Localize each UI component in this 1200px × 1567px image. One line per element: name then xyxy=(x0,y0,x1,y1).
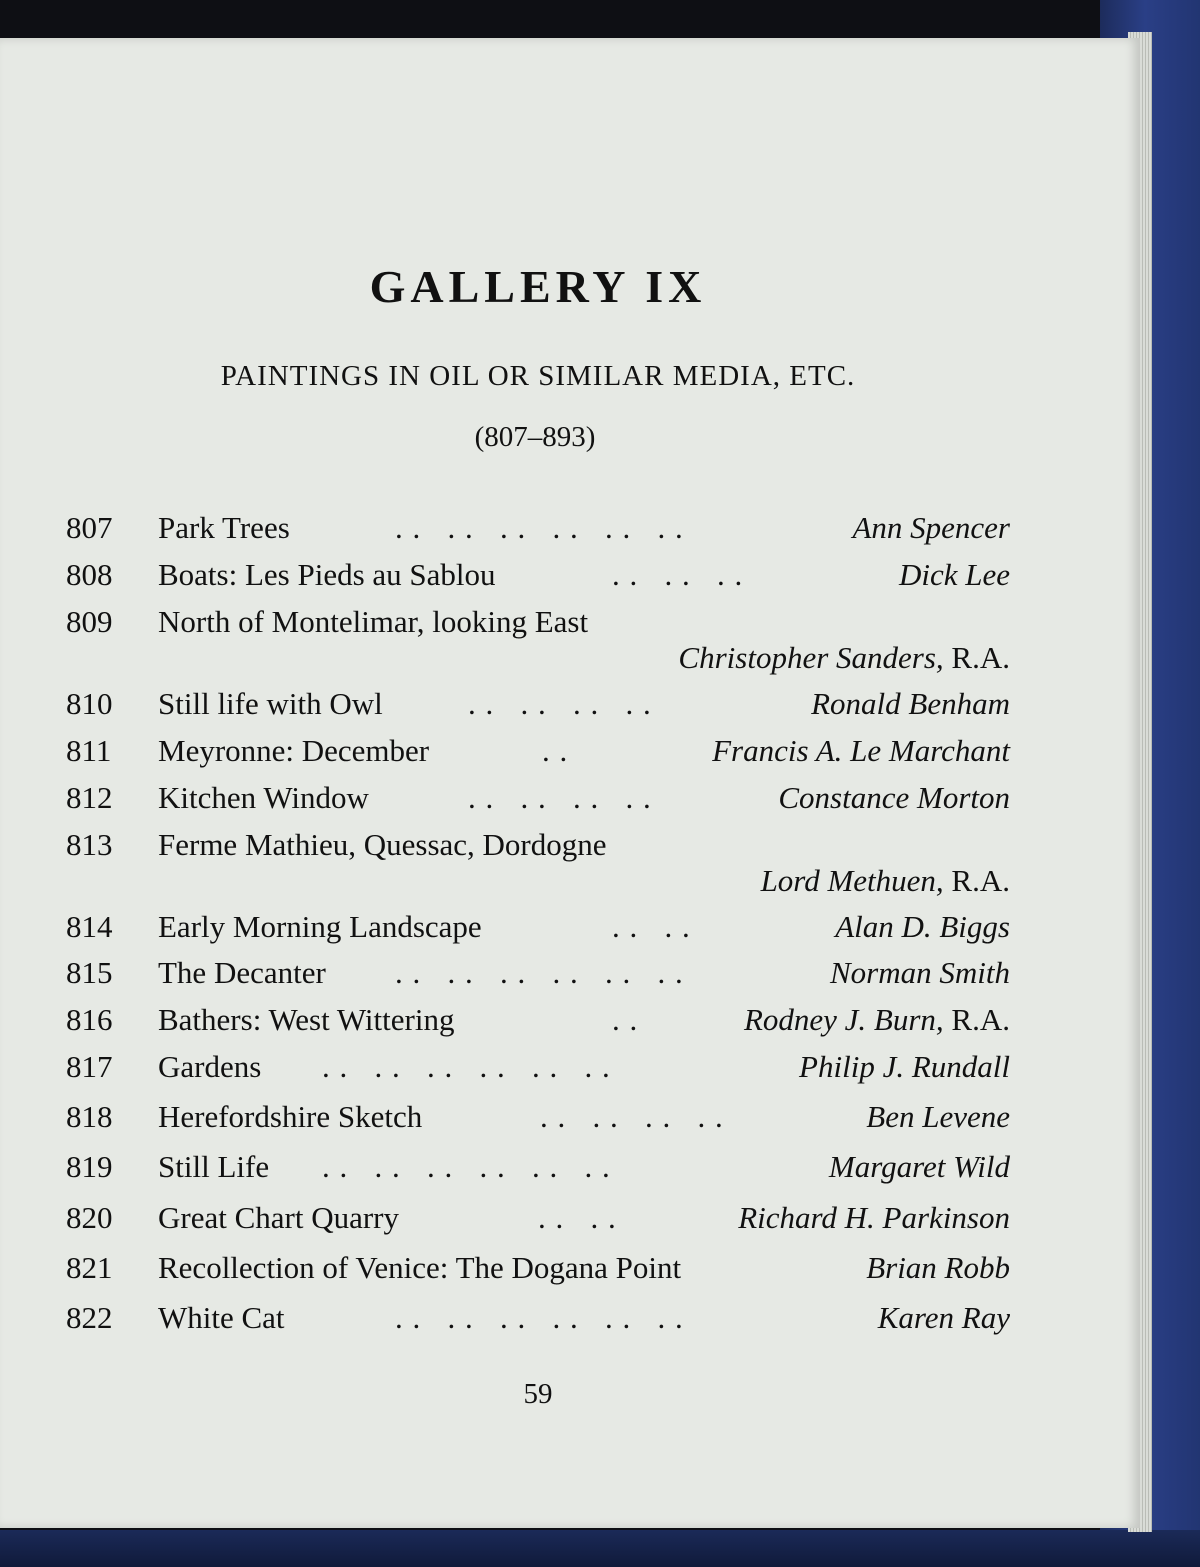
entry-artist: Alan D. Biggs xyxy=(835,909,1010,944)
entry-title: Early Morning Landscape xyxy=(158,909,482,944)
dot-leader: . . . . xyxy=(612,909,691,944)
entry-number: 816 xyxy=(66,1002,113,1037)
gallery-title: GALLERY IX xyxy=(369,261,707,312)
entry-title: Herefordshire Sketch xyxy=(158,1099,423,1134)
dot-leader: . . . . . . . . xyxy=(540,1099,724,1134)
dot-leader: . . . . . . . . . . . . xyxy=(395,955,684,990)
entry-artist: Francis A. Le Marchant xyxy=(712,733,1010,768)
entry-artist: Richard H. Parkinson xyxy=(738,1200,1010,1235)
entry-title: Still life with Owl xyxy=(158,686,383,721)
artist-suffix: R.A. xyxy=(951,863,1010,898)
dot-leader: . . . . . . . . xyxy=(468,780,652,815)
entry-artist: Ronald Benham xyxy=(811,686,1010,721)
artist-suffix: R.A. xyxy=(951,1002,1010,1037)
entry-artist: Ben Levene xyxy=(866,1099,1010,1134)
entry-artist: Karen Ray xyxy=(877,1300,1010,1335)
entry-title: Recollection of Venice: The Dogana Point xyxy=(158,1250,682,1285)
entry-artist: Constance Morton xyxy=(778,780,1010,815)
entry-artist: Margaret Wild xyxy=(828,1149,1010,1184)
dot-leader: . . . . . . . . . . . . xyxy=(395,1300,684,1335)
entry-number: 814 xyxy=(66,909,113,944)
entry-title: Great Chart Quarry xyxy=(158,1200,400,1235)
entry-number: 817 xyxy=(66,1049,113,1084)
entry-title: Gardens xyxy=(158,1049,262,1084)
entry-number: 809 xyxy=(66,604,113,639)
catalogue-range: (807–893) xyxy=(474,421,596,453)
dot-leader: . . . . . . . . . . . . xyxy=(395,510,684,545)
entry-number: 822 xyxy=(66,1300,113,1335)
entry-artist: Lord Methuen, R.A. xyxy=(760,863,1010,898)
entry-title: Bathers: West Wittering xyxy=(158,1002,455,1037)
dot-leader: . . . . . . . . xyxy=(468,686,652,721)
entry-number: 813 xyxy=(66,827,113,862)
entry-title: Kitchen Window xyxy=(158,780,369,815)
entry-artist: Ann Spencer xyxy=(852,510,1010,545)
entry-number: 808 xyxy=(66,557,113,592)
entry-title: Still Life xyxy=(158,1149,270,1184)
entry-title: White Cat xyxy=(158,1300,285,1335)
entry-number: 810 xyxy=(66,686,113,721)
entry-number: 807 xyxy=(66,510,113,545)
catalogue-page xyxy=(0,38,1140,1528)
dot-leader: . . xyxy=(612,1002,639,1037)
entry-number: 819 xyxy=(66,1149,113,1184)
book-cover-bottom xyxy=(0,1530,1200,1567)
section-subtitle: PAINTINGS IN OIL OR SIMILAR MEDIA, ETC. xyxy=(220,360,856,392)
entry-number: 820 xyxy=(66,1200,113,1235)
entry-artist: Dick Lee xyxy=(898,557,1010,592)
entry-title: The Decanter xyxy=(158,955,326,990)
entry-title: Park Trees xyxy=(158,510,290,545)
entry-artist: Philip J. Rundall xyxy=(799,1049,1010,1084)
entry-number: 821 xyxy=(66,1250,113,1285)
entry-number: 818 xyxy=(66,1099,113,1134)
dot-leader: . . . . . . . . . . . . xyxy=(322,1149,611,1184)
entry-number: 815 xyxy=(66,955,113,990)
entry-artist: Norman Smith xyxy=(830,955,1010,990)
entry-artist: Christopher Sanders, R.A. xyxy=(678,640,1010,675)
entry-artist: Brian Robb xyxy=(866,1250,1010,1285)
entry-number: 812 xyxy=(66,780,113,815)
entry-number: 811 xyxy=(66,733,112,768)
artist-suffix: R.A. xyxy=(951,640,1010,675)
entry-title: North of Montelimar, looking East xyxy=(158,604,589,639)
dot-leader: . . . . . . . . . . . . xyxy=(322,1049,611,1084)
dot-leader: . . . . xyxy=(538,1200,617,1235)
entry-title: Meyronne: December xyxy=(158,733,430,768)
entry-artist: Rodney J. Burn, R.A. xyxy=(743,1002,1010,1037)
entry-title: Ferme Mathieu, Quessac, Dordogne xyxy=(158,827,607,862)
page-number: 59 xyxy=(523,1378,553,1410)
dot-leader: . . . . . . xyxy=(612,557,744,592)
entry-title: Boats: Les Pieds au Sablou xyxy=(158,557,496,592)
dot-leader: . . xyxy=(542,733,569,768)
